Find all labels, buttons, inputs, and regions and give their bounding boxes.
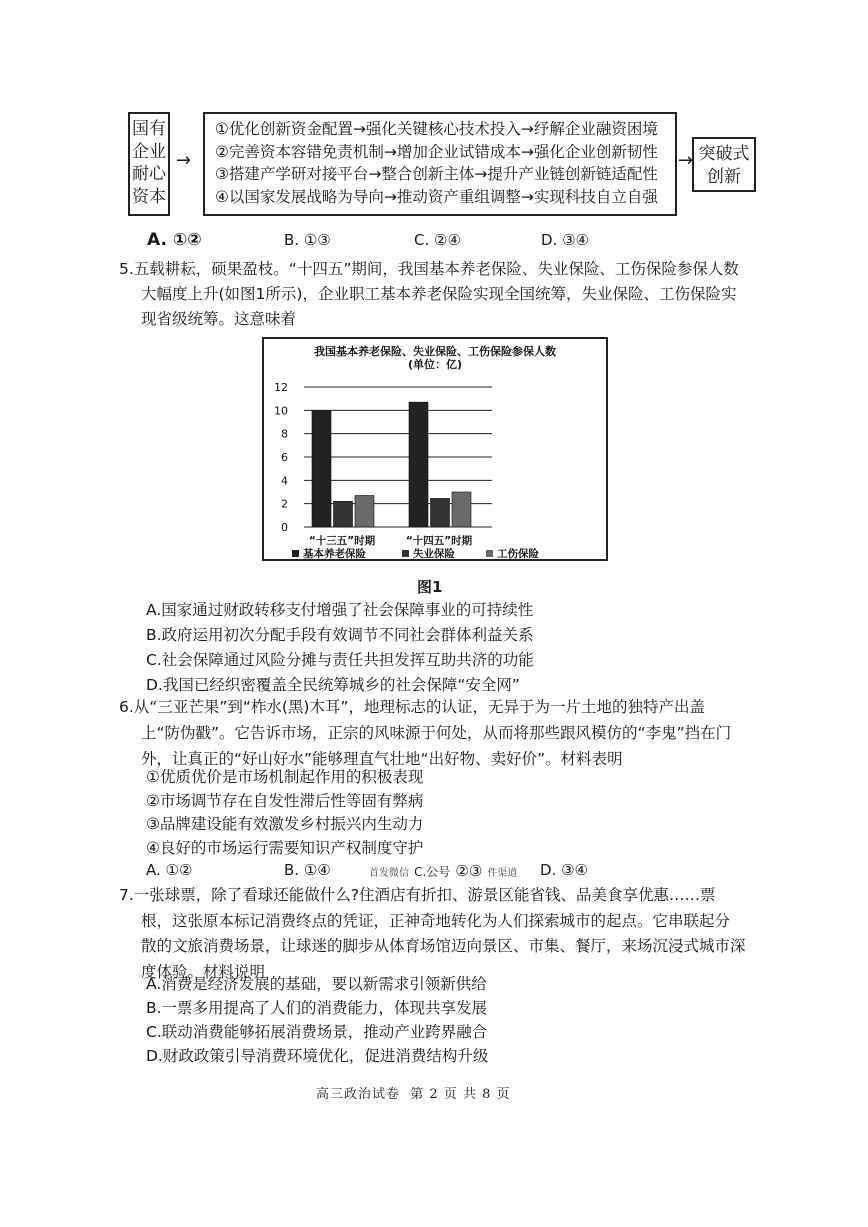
- q4-middle-line: ①优化创新资金配置→强化关键核心技术投入→纾解企业融资困境: [215, 120, 658, 138]
- q4-middle-box: [203, 112, 677, 216]
- q4-option-d: D. ③④: [541, 231, 589, 249]
- q6-statement: ④良好的市场运行需要知识产权制度守护: [146, 838, 424, 857]
- bar: [431, 498, 450, 527]
- q7-stem-line: 度体验。材料说明: [141, 962, 266, 981]
- q5-option: D.我国已经织密覆盖全民统筹城乡的社会保障“安全网”: [146, 676, 520, 694]
- q5-stem-line: 现省级统筹。这意味着: [141, 310, 297, 328]
- q4-option-a: A. ①②: [147, 230, 202, 250]
- q6-statement: ②市场调节存在自发性滞后性等固有弊病: [146, 791, 424, 810]
- q4-middle-line: ②完善资本容错免责机制→增加企业试错成本→强化企业创新韧性: [215, 142, 658, 161]
- chart-subtitle: (单位：亿): [407, 358, 463, 371]
- bar: [452, 492, 471, 527]
- bar: [355, 496, 374, 528]
- bar: [409, 402, 428, 527]
- q7-option: A.消费是经济发展的基础，要以新需求引领新供给: [146, 975, 487, 993]
- q7-options: [146, 972, 488, 1068]
- q7-option: D.财政政策引导消费环境优化，促进消费结构升级: [146, 1047, 489, 1065]
- q6-stem: [119, 694, 731, 772]
- y-tick-label: 0: [281, 521, 288, 534]
- q4-left-line: 企业: [132, 141, 166, 162]
- q4-option-c: C. ②④: [414, 231, 461, 249]
- page-footer: 高三政治试卷 第 2 页 共 8 页: [316, 1087, 511, 1102]
- legend-swatch: [292, 550, 299, 557]
- legend-swatch: [486, 550, 493, 557]
- q4-left-box: [128, 112, 170, 216]
- q6-statement: ③品牌建设能有效激发乡村振兴内生动力: [146, 815, 424, 833]
- q6-stem-line: 外，让真正的“好山好水”能够理直气壮地“出好物、卖好价”。材料表明: [141, 750, 623, 768]
- watermark-text: 件渠道: [487, 868, 518, 879]
- q7-option: C.联动消费能够拓展消费场景，推动产业跨界融合: [146, 1023, 488, 1041]
- watermark-text: 首发微信: [369, 868, 409, 879]
- q5-option: A.国家通过财政转移支付增强了社会保障事业的可持续性: [146, 601, 534, 619]
- y-tick-label: 8: [281, 427, 288, 441]
- q7-stem-line: 根，这张原本标记消费终点的凭证，正神奇地转化为人们探索城市的起点。它串联起分: [141, 911, 731, 930]
- q7-option: B.一票多用提高了人们的消费能力，体现共享发展: [146, 999, 488, 1017]
- chart-frame: [262, 337, 608, 561]
- q6-statements: [146, 766, 423, 860]
- q4-left-line: 耐心: [132, 164, 166, 184]
- q4-arrow-right: →: [678, 150, 694, 171]
- figure-caption: 图1: [417, 578, 443, 596]
- q7-stem: [119, 883, 746, 985]
- y-tick-label: 12: [274, 381, 288, 394]
- x-tick-label: “十四五”时期: [405, 535, 473, 547]
- legend-label: 基本养老保险: [303, 548, 366, 559]
- q4-option-b: B. ①③: [284, 231, 331, 249]
- q6-option-a: A. ①②: [146, 861, 193, 879]
- q6-stem-line: 上“防伪戳”。它告诉市场，正宗的风味源于何处，从而将那些跟风模仿的“李鬼”挡在门: [141, 724, 732, 742]
- y-tick-label: 2: [281, 497, 288, 511]
- y-tick-label: 4: [281, 474, 288, 488]
- q5-option: C.社会保障通过风险分摊与责任共担发挥互助共济的功能: [146, 651, 534, 669]
- bar: [312, 410, 331, 527]
- q5-stem-line: 大幅度上升(如图1所示)，企业职工基本养老保险实现全国统筹，失业保险、工伤保险实: [141, 285, 737, 303]
- q6-option-c-value: ②③: [455, 862, 483, 880]
- q5-stem-line: 5.五载耕耘，硕果盈枝。“十四五”期间，我国基本养老保险、失业保险、工伤保险参保人数: [119, 260, 739, 278]
- q6-option-d: D. ③④: [540, 861, 588, 879]
- q6-option-c: [369, 861, 517, 880]
- legend-label: 失业保险: [413, 548, 455, 559]
- q4-middle-line: ④以国家发展战略为导向→推动资产重组调整→实现科技自立自强: [215, 187, 658, 206]
- x-tick-label: “十三五”时期: [308, 535, 376, 547]
- q6-stem-line: 6.从“三亚芒果”到“柞水(黑)木耳”，地理标志的认证，无异于为一片土地的独特产出盖: [119, 698, 706, 716]
- q7-stem-line: 7.一张球票，除了看球还能做什么?住酒店有折扣、游景区能省钱、品美食享优惠……票: [119, 886, 716, 904]
- bar-chart: [264, 339, 606, 559]
- q4-middle-line: ③搭建产学研对接平台→整合创新主体→提升产业链创新链适配性: [215, 165, 658, 183]
- legend-swatch: [402, 550, 409, 557]
- bar: [334, 501, 353, 527]
- q7-stem-line: 散的文旅消费场景，让球迷的脚步从体育场馆迈向景区、市集、餐厅，来场沉浸式城市深: [141, 937, 746, 955]
- chart-title: 我国基本养老保险、失业保险、工伤保险参保人数: [314, 345, 556, 358]
- y-tick-label: 10: [274, 404, 288, 418]
- watermark-text: C.公号: [414, 865, 451, 879]
- q4-left-line: 资本: [132, 186, 166, 207]
- legend-label: 工伤保险: [497, 548, 539, 559]
- y-tick-label: 6: [281, 451, 288, 464]
- q4-right-line: 突破式: [698, 144, 750, 164]
- q5-options: [146, 598, 534, 698]
- q6-statement: ①优质优价是市场机制起作用的积极表现: [146, 768, 424, 786]
- q4-left-line: 国有: [132, 119, 166, 139]
- q5-option: B.政府运用初次分配手段有效调节不同社会群体利益关系: [146, 626, 534, 644]
- q6-option-b: B. ①④: [284, 861, 331, 879]
- q4-right-line: 创新: [707, 166, 741, 187]
- q4-right-box: [692, 137, 756, 192]
- q5-stem: [119, 257, 739, 332]
- q4-arrow-left: →: [176, 150, 192, 171]
